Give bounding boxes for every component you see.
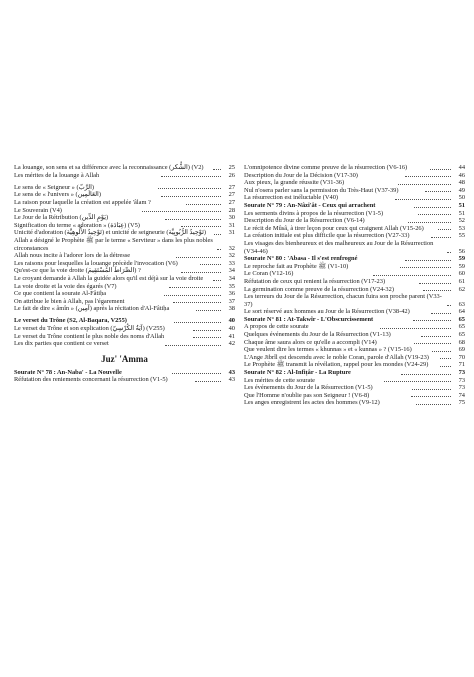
dot-leader	[408, 222, 451, 223]
toc-entry-title: Qu'est-ce que la voie droite (الصِّرَاطَ المُسْتَقِيمَ) ?	[14, 267, 141, 275]
toc-entry[interactable]	[14, 252, 235, 260]
dot-leader	[213, 280, 221, 281]
toc-page-number: 27	[228, 198, 236, 206]
toc-entry[interactable]	[14, 283, 235, 291]
toc-entry-title: Signification du terme « adoration » (عِبَادَة) (V5)	[14, 221, 140, 229]
toc-entry[interactable]	[244, 187, 465, 195]
toc-heading-text: Sourate N° 80 : 'Abasa - Il s'est renfrogné	[244, 255, 358, 263]
dot-leader	[395, 199, 451, 200]
dot-leader	[430, 169, 451, 170]
dot-leader	[380, 328, 451, 329]
toc-entry[interactable]	[244, 179, 465, 187]
dot-leader	[214, 234, 221, 235]
toc-entry-title: Chaque âme saura alors ce qu'elle a accompli (V14)	[244, 338, 377, 346]
toc-page-number: 65	[458, 315, 465, 323]
toc-entry-title: La louange, son sens et sa différence avec la reconnaissance (الشُّكر) (V2)	[14, 164, 204, 171]
toc-entry-title: Les serments divins à propos de la résurrection (V1-5)	[244, 209, 384, 217]
toc-page-number: 32	[228, 252, 235, 260]
toc-entry-title: Le fait de dire « âmîn » (آمِين) après la récitation d'Al-Fâtiḥa	[14, 305, 170, 313]
dot-leader	[418, 214, 451, 215]
dot-leader	[401, 374, 451, 375]
toc-page-number: 68	[458, 338, 465, 346]
toc-entry-title: On attribue le bien à Allah, pas l'égarement	[14, 297, 125, 305]
toc-entry-title: Le Souverain (V4)	[14, 206, 62, 214]
toc-entry-title: Unicité d'adoration (تَوْحِيدُ الأُلُوهِيَّة) et unicité de seigneurie (تَوْحِيدُ الرُّبُوبِيَّة)	[14, 229, 206, 237]
toc-entry[interactable]	[14, 325, 235, 333]
toc-entry[interactable]	[14, 305, 235, 313]
toc-page-number: 74	[458, 391, 465, 399]
toc-entry[interactable]	[244, 240, 465, 255]
sourate-80-heading[interactable]	[244, 255, 465, 263]
dot-leader	[414, 207, 451, 208]
dot-leader	[158, 188, 221, 189]
toc-entry-title: Description du Jour de la Résurrection (V6-14)	[244, 217, 365, 225]
left-group-d	[14, 376, 235, 384]
toc-page-number: 26	[228, 171, 235, 179]
toc-page-number: 46	[458, 171, 466, 179]
toc-entry[interactable]	[244, 263, 465, 271]
toc-heading-text: Sourate N° 82 : Al-Infiṭâr - La Rupture	[244, 369, 351, 377]
toc-page-number: 59	[458, 262, 465, 270]
toc-entry-title: Le récit de Mûsâ, à tirer leçon pour ceux qui craignent Allah (V15-26)	[244, 224, 424, 232]
toc-entry-title: La création initiale est plus difficile que la résurrection (V27-33)	[244, 232, 410, 240]
toc-entry[interactable]	[14, 237, 235, 252]
toc-page-number: 30	[228, 214, 235, 222]
toc-entry[interactable]	[244, 346, 465, 354]
toc-entry[interactable]	[244, 232, 465, 240]
sourate-79-heading[interactable]	[244, 202, 465, 210]
toc-page-number: 65	[458, 323, 466, 331]
toc-page-number: 27	[228, 183, 236, 191]
dot-leader	[431, 237, 451, 238]
toc-page-number: 32	[228, 244, 235, 252]
dot-leader	[217, 249, 221, 250]
dot-leader	[421, 336, 451, 337]
dot-leader	[373, 275, 451, 276]
juz-title: Juz' 'Amma	[101, 353, 148, 364]
toc-entry[interactable]	[244, 164, 465, 172]
toc-page-number: 40	[228, 325, 235, 333]
right-group-c	[244, 263, 465, 316]
toc-page-number: 59	[458, 255, 466, 263]
toc-entry[interactable]	[14, 376, 235, 384]
toc-page-number: 31	[228, 229, 235, 237]
dot-leader	[181, 226, 221, 227]
dot-leader	[174, 322, 221, 323]
dot-leader	[447, 252, 451, 253]
toc-entry-title: Aux pieux, la grande réussite (V31-36)	[244, 179, 345, 187]
toc-entry-title: Que veulent dire les termes « khunnas » et « kunnas » ? (V15-16)	[244, 346, 412, 354]
toc-entry-title: Le verset du Trône contient le plus noble des noms d'Allah	[14, 332, 165, 340]
dot-leader	[384, 381, 452, 382]
toc-entry-title: Les dix parties que contient ce verset	[14, 340, 109, 348]
toc-entry-title: Le Coran (V12-16)	[244, 270, 294, 278]
toc-entry[interactable]	[244, 323, 465, 331]
sourate-78-heading[interactable]	[14, 369, 235, 377]
dot-leader	[431, 313, 451, 314]
dot-leader	[196, 310, 221, 311]
dot-leader	[440, 366, 451, 367]
toc-page-number: 60	[458, 270, 465, 278]
dot-leader	[169, 287, 221, 288]
toc-entry-title: Les événements du Jour de la Résurrection (V1-5)	[244, 384, 373, 392]
dot-leader	[432, 351, 451, 352]
toc-entry[interactable]	[14, 229, 235, 237]
toc-page-number: 55	[458, 232, 466, 240]
toc-page-number: 41	[228, 332, 235, 340]
dot-leader	[193, 337, 221, 338]
dot-leader	[411, 396, 451, 397]
toc-page-number: 70	[458, 353, 466, 361]
toc-page-number: 44	[458, 164, 466, 171]
toc-entry[interactable]	[244, 331, 465, 339]
dot-leader	[440, 358, 451, 359]
toc-heading-text: Sourate N° 81 : At-Takwîr - L'Obscurcissement	[244, 315, 374, 323]
toc-entry-title: Nul n'osera parler sans la permission du Très-Haut (V37-39)	[244, 186, 399, 194]
toc-page-number: 62	[458, 285, 466, 293]
toc-entry-title: Description du Jour de la Décision (V17-30)	[244, 171, 358, 179]
toc-page-number: 61	[458, 277, 466, 285]
toc-page-number: 27	[228, 191, 235, 199]
dot-leader	[186, 204, 221, 205]
toc-entry-title: Réfutation de ceux qui renient la résurrection (V17-23)	[244, 277, 386, 285]
dot-leader	[425, 191, 451, 192]
toc-entry[interactable]	[244, 308, 465, 316]
toc-entry-title: Allah nous incite à l'adorer lors de la détresse	[14, 252, 131, 260]
toc-entry-title: Le reproche fait au Prophète ﷺ (V1-10)	[244, 262, 349, 270]
toc-entry[interactable]	[14, 340, 235, 348]
toc-page-number: 73	[458, 376, 466, 384]
right-group-d	[244, 323, 465, 369]
toc-entry-title: Les terreurs du Jour de la Résurrection, chacun fuira son proche parent (V33-37)	[244, 293, 442, 308]
toc-entry[interactable]	[244, 172, 465, 180]
sourate-81-heading[interactable]	[244, 316, 465, 324]
dot-leader	[142, 211, 221, 212]
toc-page-number: 48	[458, 179, 465, 187]
dot-leader	[423, 290, 451, 291]
right-group-b	[244, 210, 465, 256]
toc-page-number: 63	[458, 300, 465, 308]
toc-entry[interactable]	[244, 384, 465, 392]
dot-leader	[447, 305, 451, 306]
toc-entry-title: La voie droite et la voie des égarés (V7)	[14, 282, 117, 290]
toc-entry-title: Les visages des bienheureux et des malheureux au Jour de la Résurrection (V34-46)	[244, 239, 434, 255]
toc-page-number: 73	[458, 384, 466, 392]
toc-entry[interactable]	[244, 278, 465, 286]
toc-page-number: 35	[228, 282, 235, 290]
toc-entry-title: Le sens de « Seigneur » (الرَّبّ)	[14, 183, 95, 191]
right-column	[244, 164, 465, 407]
toc-entry-title: A propos de cette sourate	[244, 323, 309, 331]
dot-leader	[165, 219, 221, 220]
dot-leader	[400, 267, 451, 268]
dot-leader	[164, 295, 221, 296]
toc-page-number: 34	[228, 267, 235, 275]
dot-leader	[405, 176, 451, 177]
dot-leader	[414, 343, 451, 344]
toc-entry[interactable]	[244, 286, 465, 294]
verset-du-trone-heading[interactable]	[14, 317, 235, 325]
toc-entry[interactable]	[244, 194, 465, 202]
dot-leader	[438, 229, 451, 230]
dot-leader	[416, 404, 451, 405]
toc-page-number: 71	[458, 361, 466, 369]
left-column	[14, 164, 235, 384]
dot-leader	[193, 330, 221, 331]
toc-page-number: 37	[228, 297, 235, 305]
toc-page-number: 64	[458, 308, 465, 316]
toc-heading-text: Sourate N° 79 : An-Nâzi'ât - Ceux qui arrachent	[244, 201, 376, 209]
toc-page-number: 31	[228, 221, 236, 229]
dot-leader	[413, 320, 451, 321]
toc-entry[interactable]	[14, 290, 235, 298]
right-group-a	[244, 164, 465, 202]
left-group-c	[14, 325, 235, 348]
toc-page-number: 34	[228, 274, 236, 282]
toc-entry[interactable]	[14, 267, 235, 275]
toc-entry-title: Les mérites de cette sourate	[244, 376, 315, 384]
toc-entry[interactable]	[14, 191, 235, 199]
toc-page-number: 51	[458, 201, 465, 209]
toc-entry-title: Les mérites de la louange à Allah	[14, 171, 100, 179]
toc-entry-title: Les raisons pour lesquelles la louange précède l'invocation (V6)	[14, 259, 178, 267]
toc-page-number: 73	[458, 369, 466, 377]
left-group-b	[14, 184, 235, 313]
toc-page-number: 33	[228, 259, 235, 267]
dot-leader	[398, 184, 451, 185]
toc-page-number: 42	[228, 340, 236, 348]
toc-entry-title: La résurrection est inéluctable (V40)	[244, 194, 339, 202]
toc-entry[interactable]	[14, 172, 235, 180]
toc-entry[interactable]	[244, 399, 465, 407]
toc-page-number: 65	[458, 331, 466, 339]
toc-entry[interactable]	[14, 275, 235, 283]
toc-page-number: 50	[458, 194, 466, 202]
toc-entry-title: Le Jour de la Rétribution (يَوْمِ الدِّين)	[14, 214, 109, 222]
dot-leader	[181, 272, 221, 273]
toc-page-number: 52	[458, 217, 465, 225]
toc-entry-title: Le verset du Trône et son explication (آيَةُ الكُرْسِيّ) (V255)	[14, 325, 165, 333]
toc-entry[interactable]	[244, 270, 465, 278]
toc-entry[interactable]	[14, 164, 235, 172]
right-group-e	[244, 377, 465, 407]
toc-entry[interactable]	[244, 361, 465, 369]
toc-entry[interactable]	[244, 225, 465, 233]
toc-page-number: 51	[458, 209, 466, 217]
toc-page-number: 36	[228, 290, 236, 298]
dot-leader	[419, 283, 451, 284]
toc-page-number: 49	[458, 186, 465, 194]
toc-entry-title: Ce que contient la sourate Al-Fâtiḥa	[14, 290, 107, 298]
toc-page-number: 53	[458, 224, 466, 232]
toc-page-number: 56	[458, 247, 465, 255]
dot-leader	[200, 264, 221, 265]
dot-leader	[405, 260, 451, 261]
toc-entry-title: La germination comme preuve de la résurrection (V24-32)	[244, 285, 394, 293]
toc-entry-title: Le Prophète ﷺ transmit la révélation, rappel pour les mondes (V24-29)	[244, 361, 429, 369]
toc-page-number: 43	[228, 368, 236, 376]
dot-leader	[195, 381, 221, 382]
toc-entry[interactable]	[244, 377, 465, 385]
toc-entry-title: L'Ange Jibrîl est descendu avec le noble Coran, parole d'Allah (V19-23)	[244, 353, 429, 361]
toc-entry[interactable]	[14, 214, 235, 222]
toc-entry-title: Le sens de « l'univers » (العَالَمِين)	[14, 191, 101, 199]
dot-leader	[176, 257, 221, 258]
toc-page-number: 38	[228, 305, 235, 313]
left-group-a	[14, 164, 235, 179]
toc-page-number: 75	[458, 399, 466, 407]
toc-entry-title: Le croyant demande à Allah la guidée alors qu'il est déjà sur la voie droite	[14, 274, 204, 282]
toc-entry[interactable]	[244, 217, 465, 225]
dot-leader	[161, 176, 221, 177]
toc-page-number: 40	[228, 317, 235, 325]
toc-entry-title: Allah a désigné le Prophète ﷺ par le terme « Serviteur » dans les plus nobles circonstances	[14, 236, 213, 252]
toc-entry[interactable]	[244, 210, 465, 218]
dot-leader	[213, 169, 221, 170]
toc-page-number: 43	[228, 376, 236, 384]
toc-entry[interactable]	[244, 293, 465, 308]
toc-entry-title: L'omnipotence divine comme preuve de la résurrection (V6-16)	[244, 164, 408, 171]
dot-leader	[412, 389, 451, 390]
toc-page-number: 25	[228, 164, 235, 171]
toc-entry-title: Les anges enregistrent les actes des hommes (V9-12)	[244, 399, 380, 407]
toc-entry[interactable]	[14, 333, 235, 341]
toc-page-number: 69	[458, 346, 465, 354]
sourate-82-heading[interactable]	[244, 369, 465, 377]
toc-heading-text: Sourate N° 78 : An-Naba' - La Nouvelle	[14, 368, 122, 376]
toc-entry-title: Quelques événements du Jour de la Résurrection (V1-13)	[244, 331, 391, 339]
toc-entry[interactable]	[244, 339, 465, 347]
dot-leader	[161, 196, 221, 197]
toc-entry-title: Réfutation des reniements concernant la résurrection (V1-5)	[14, 376, 168, 384]
toc-entry-title: Que l'Homme n'oublie pas son Seigneur ! (V6-8)	[244, 391, 370, 399]
toc-entry-title: Le sort réservé aux hommes au Jour de la Résurrection (V38-42)	[244, 308, 410, 316]
dot-leader	[172, 373, 221, 374]
toc-entry[interactable]	[244, 392, 465, 400]
dot-leader	[165, 345, 221, 346]
toc-entry[interactable]	[14, 199, 235, 207]
toc-page-number: 28	[228, 206, 236, 214]
toc-entry-title: La raison pour laquelle la création est appelée 'âlam ?	[14, 198, 151, 206]
dot-leader	[173, 302, 221, 303]
toc-heading-text: Le verset du Trône (S2, Al-Baqara, V255)	[14, 317, 127, 325]
